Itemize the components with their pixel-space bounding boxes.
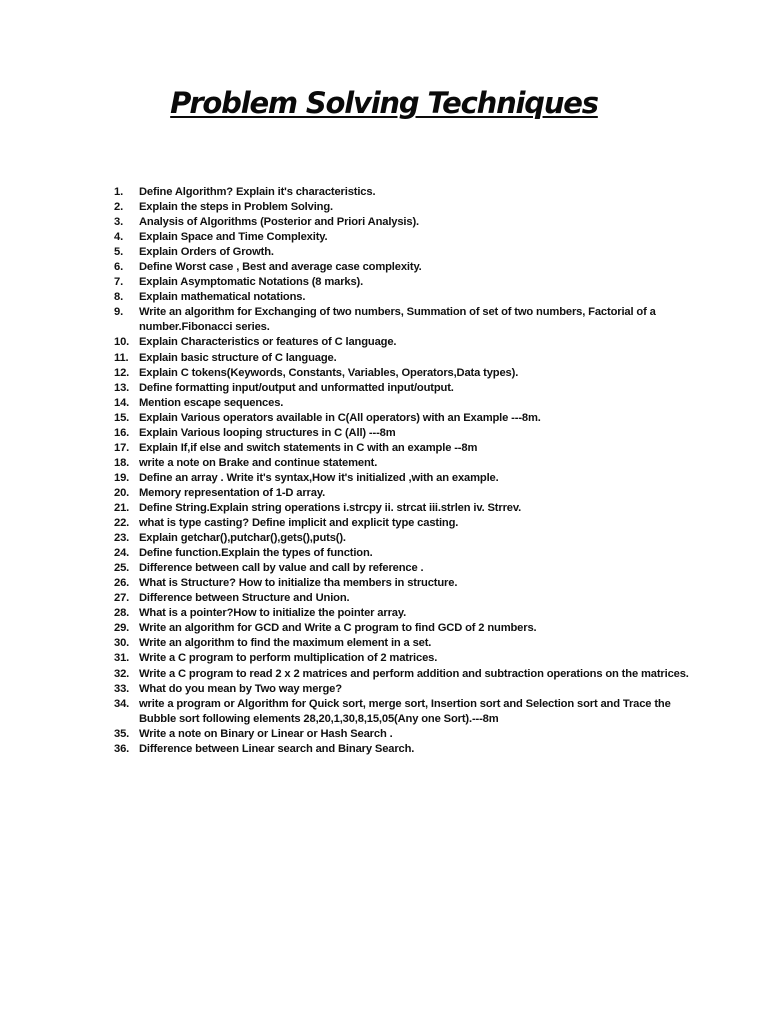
question-text: What is Structure? How to initialize tha members in structure. <box>139 577 458 590</box>
question-text: Write an algorithm for Exchanging of two numbers, Summation of set of two numbers, Factorial of a number.Fibonacci series. <box>139 306 656 334</box>
list-item <box>114 441 694 456</box>
list-item <box>114 727 694 742</box>
question-number: 15. <box>114 411 130 424</box>
question-text: Write a note on Binary or Linear or Hash Search . <box>139 727 393 740</box>
question-text: Mention escape sequences. <box>139 396 284 409</box>
list-item <box>114 576 694 591</box>
list-item <box>114 531 694 546</box>
question-number: 18. <box>114 456 130 469</box>
list-item <box>114 742 694 757</box>
question-number: 11. <box>114 351 129 364</box>
question-text: Difference between call by value and call by reference . <box>139 562 424 575</box>
list-item <box>114 471 694 486</box>
list-item <box>114 411 694 426</box>
question-text: Define Worst case , Best and average case complexity. <box>139 261 422 274</box>
question-number: 26. <box>114 577 130 590</box>
list-item <box>114 260 694 275</box>
question-number: 12. <box>114 366 130 379</box>
question-number: 35. <box>114 727 130 740</box>
question-list <box>114 185 694 757</box>
question-number: 4. <box>114 231 124 244</box>
question-text: Define an array . Write it's syntax,How it's initialized ,with an example. <box>139 471 499 484</box>
list-item <box>114 636 694 651</box>
list-item <box>114 185 694 200</box>
list-item <box>114 621 694 636</box>
question-number: 23. <box>114 532 130 545</box>
list-item <box>114 486 694 501</box>
question-number: 19. <box>114 471 130 484</box>
question-text: Explain Asymptomatic Notations (8 marks). <box>139 276 364 289</box>
question-text: Explain Characteristics or features of C language. <box>139 336 397 349</box>
list-item <box>114 546 694 561</box>
question-number: 28. <box>114 607 130 620</box>
question-number: 36. <box>114 742 130 755</box>
list-item <box>114 697 694 727</box>
question-number: 22. <box>114 517 130 530</box>
list-item <box>114 682 694 697</box>
list-item <box>114 230 694 245</box>
list-item <box>114 351 694 366</box>
list-item <box>114 396 694 411</box>
question-text: Define Algorithm? Explain it's characteristics. <box>139 186 376 198</box>
question-text: Explain If,if else and switch statements in C with an example --8m <box>139 441 478 454</box>
question-number: 31. <box>114 652 130 665</box>
question-text: What is a pointer?How to initialize the pointer array. <box>139 607 407 620</box>
list-item <box>114 366 694 381</box>
question-number: 30. <box>114 637 130 650</box>
question-number: 2. <box>114 201 124 214</box>
question-number: 20. <box>114 486 130 499</box>
question-number: 24. <box>114 547 130 560</box>
question-text: Define formatting input/output and unformatted input/output. <box>139 381 454 394</box>
question-text: what is type casting? Define implicit and explicit type casting. <box>139 517 459 530</box>
list-item <box>114 200 694 215</box>
question-text: Memory representation of 1-D array. <box>139 486 326 499</box>
question-number: 17. <box>114 441 130 454</box>
list-item <box>114 290 694 305</box>
question-number: 1. <box>114 186 124 198</box>
question-text: What do you mean by Two way merge? <box>139 682 342 695</box>
question-text: Explain Various looping structures in C (All) ---8m <box>139 426 396 439</box>
question-text: Explain getchar(),putchar(),gets(),puts(). <box>139 532 346 545</box>
question-text: Explain the steps in Problem Solving. <box>139 201 334 214</box>
question-number: 33. <box>114 682 130 695</box>
question-text: Explain mathematical notations. <box>139 291 306 304</box>
list-item <box>114 456 694 471</box>
list-item <box>114 501 694 516</box>
list-item <box>114 667 694 682</box>
page-title: Problem Solving Techniques <box>170 86 598 120</box>
question-number: 21. <box>114 501 130 514</box>
question-text: Define function.Explain the types of function. <box>139 547 373 560</box>
list-item <box>114 426 694 441</box>
question-text: Write an algorithm to find the maximum element in a set. <box>139 637 432 650</box>
question-number: 6. <box>114 261 124 274</box>
question-text: Explain Orders of Growth. <box>139 246 274 259</box>
question-text: Explain basic structure of C language. <box>139 351 337 364</box>
list-item <box>114 215 694 230</box>
question-text: write a program or Algorithm for Quick sort, merge sort, Insertion sort and Selection sort and Trace the Bubble sort following elements 28,20,1,30,8,15,05(Any one Sort).---8m <box>139 697 671 725</box>
list-item <box>114 335 694 350</box>
question-number: 32. <box>114 667 130 680</box>
question-text: Write an algorithm for GCD and Write a C program to find GCD of 2 numbers. <box>139 622 537 635</box>
list-item <box>114 516 694 531</box>
list-item <box>114 651 694 666</box>
question-number: 13. <box>114 381 130 394</box>
question-number: 34. <box>114 697 130 710</box>
list-item <box>114 305 694 335</box>
question-number: 14. <box>114 396 130 409</box>
list-item <box>114 275 694 290</box>
question-number: 9. <box>114 306 124 319</box>
question-text: Define String.Explain string operations i.strcpy ii. strcat iii.strlen iv. Strrev. <box>139 501 522 514</box>
question-text: Explain Various operators available in C(All operators) with an Example ---8m. <box>139 411 541 424</box>
question-text: Write a C program to perform multiplication of 2 matrices. <box>139 652 438 665</box>
question-text: Analysis of Algorithms (Posterior and Priori Analysis). <box>139 216 419 229</box>
list-item <box>114 606 694 621</box>
list-item <box>114 561 694 576</box>
question-number: 27. <box>114 592 130 605</box>
question-text: Write a C program to read 2 x 2 matrices and perform addition and subtraction operations on the matrices. <box>139 667 689 680</box>
question-number: 7. <box>114 276 124 289</box>
question-text: Explain C tokens(Keywords, Constants, Variables, Operators,Data types). <box>139 366 519 379</box>
question-number: 5. <box>114 246 124 259</box>
question-number: 16. <box>114 426 130 439</box>
question-number: 8. <box>114 291 124 304</box>
list-item <box>114 381 694 396</box>
question-number: 29. <box>114 622 130 635</box>
question-number: 25. <box>114 562 130 575</box>
question-text: Explain Space and Time Complexity. <box>139 231 328 244</box>
question-text: write a note on Brake and continue statement. <box>139 456 378 469</box>
question-text: Difference between Structure and Union. <box>139 592 350 605</box>
list-item <box>114 591 694 606</box>
question-text: Difference between Linear search and Binary Search. <box>139 742 415 755</box>
list-item <box>114 245 694 260</box>
question-number: 10. <box>114 336 130 349</box>
question-number: 3. <box>114 216 124 229</box>
